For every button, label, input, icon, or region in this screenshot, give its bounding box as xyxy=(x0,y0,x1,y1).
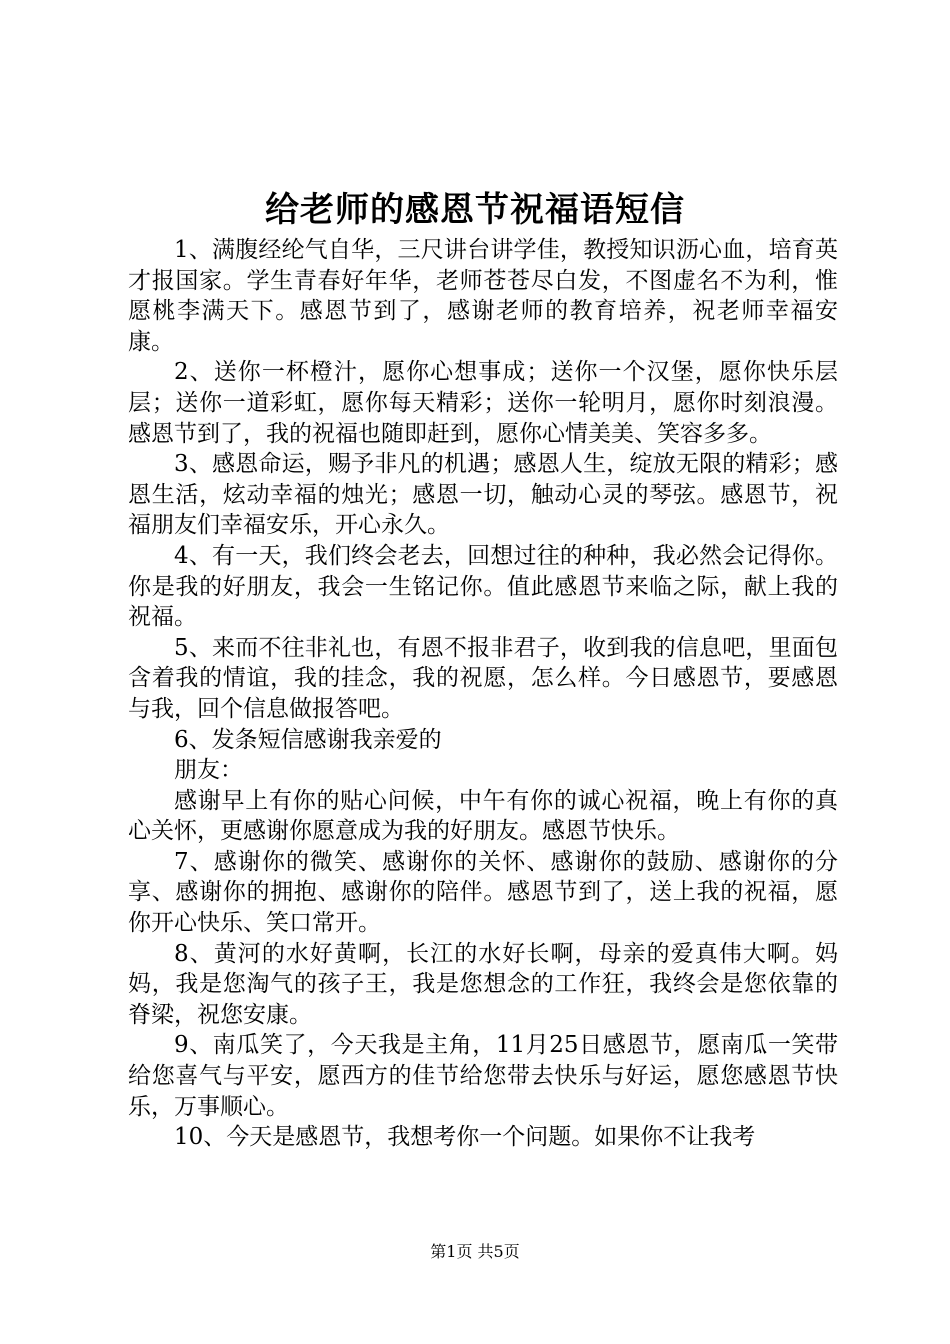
paragraph-3: 3、感恩命运，赐予非凡的机遇；感恩人生，绽放无限的精彩；感恩生活，炫动幸福的烛光；感恩一切，触动心灵的琴弦。感恩节，祝福朋友们幸福安乐，开心永久。 xyxy=(128,451,838,539)
paragraph-9: 9、南瓜笑了，今天我是主角，11月25日感恩节，愿南瓜一笑带给您喜气与平安，愿西方的佳节给您带去快乐与好运，愿您感恩节快乐，万事顺心。 xyxy=(128,1032,838,1120)
page-footer: 第1页 共5页 xyxy=(430,1242,520,1261)
paragraph-1: 1、满腹经纶气自华，三尺讲台讲学佳，教授知识沥心血，培育英才报国家。学生青春好年华，老师苍苍尽白发，不图虚名不为利，惟愿桃李满天下。感恩节到了，感谢老师的教育培养，祝老师幸福安康。 xyxy=(128,237,838,355)
paragraph-8: 8、黄河的水好黄啊，长江的水好长啊，母亲的爱真伟大啊。妈妈，我是您淘气的孩子王，我是您想念的工作狂，我终会是您依靠的脊梁，祝您安康。 xyxy=(128,940,838,1028)
paragraph-6-body: 感谢早上有你的贴心问候，中午有你的诚心祝福，晚上有你的真心关怀，更感谢你愿意成为我的好朋友。感恩节快乐。 xyxy=(128,787,838,845)
paragraph-7: 7、感谢你的微笑、感谢你的关怀、感谢你的鼓励、感谢你的分享、感谢你的拥抱、感谢你的陪伴。感恩节到了，送上我的祝福，愿你开心快乐、笑口常开。 xyxy=(128,848,838,937)
document-title: 给老师的感恩节祝福语短信 xyxy=(265,190,685,230)
document-body xyxy=(128,235,838,1153)
paragraph-10: 10、今天是感恩节，我想考你一个问题。如果你不让我考 xyxy=(174,1124,756,1151)
paragraph-5: 5、来而不往非礼也，有恩不报非君子，收到我的信息吧，里面包含着我的情谊，我的挂念，我的祝愿，怎么样。今日感恩节，要感恩与我，回个信息做报答吧。 xyxy=(128,634,838,722)
paragraph-4: 4、有一天，我们终会老去，回想过往的种种，我必然会记得你。你是我的好朋友，我会一生铭记你。值此感恩节来临之际，献上我的祝福。 xyxy=(128,542,838,631)
paragraph-6-continuation: 朋友： xyxy=(174,757,243,784)
paragraph-2: 2、送你一杯橙汁，愿你心想事成；送你一个汉堡，愿你快乐层层；送你一道彩虹，愿你每天精彩；送你一轮明月，愿你时刻浪漫。感恩节到了，我的祝福也随即赶到，愿你心情美美、笑容多多。 xyxy=(128,359,838,447)
paragraph-6: 6、发条短信感谢我亲爱的 xyxy=(174,726,442,753)
